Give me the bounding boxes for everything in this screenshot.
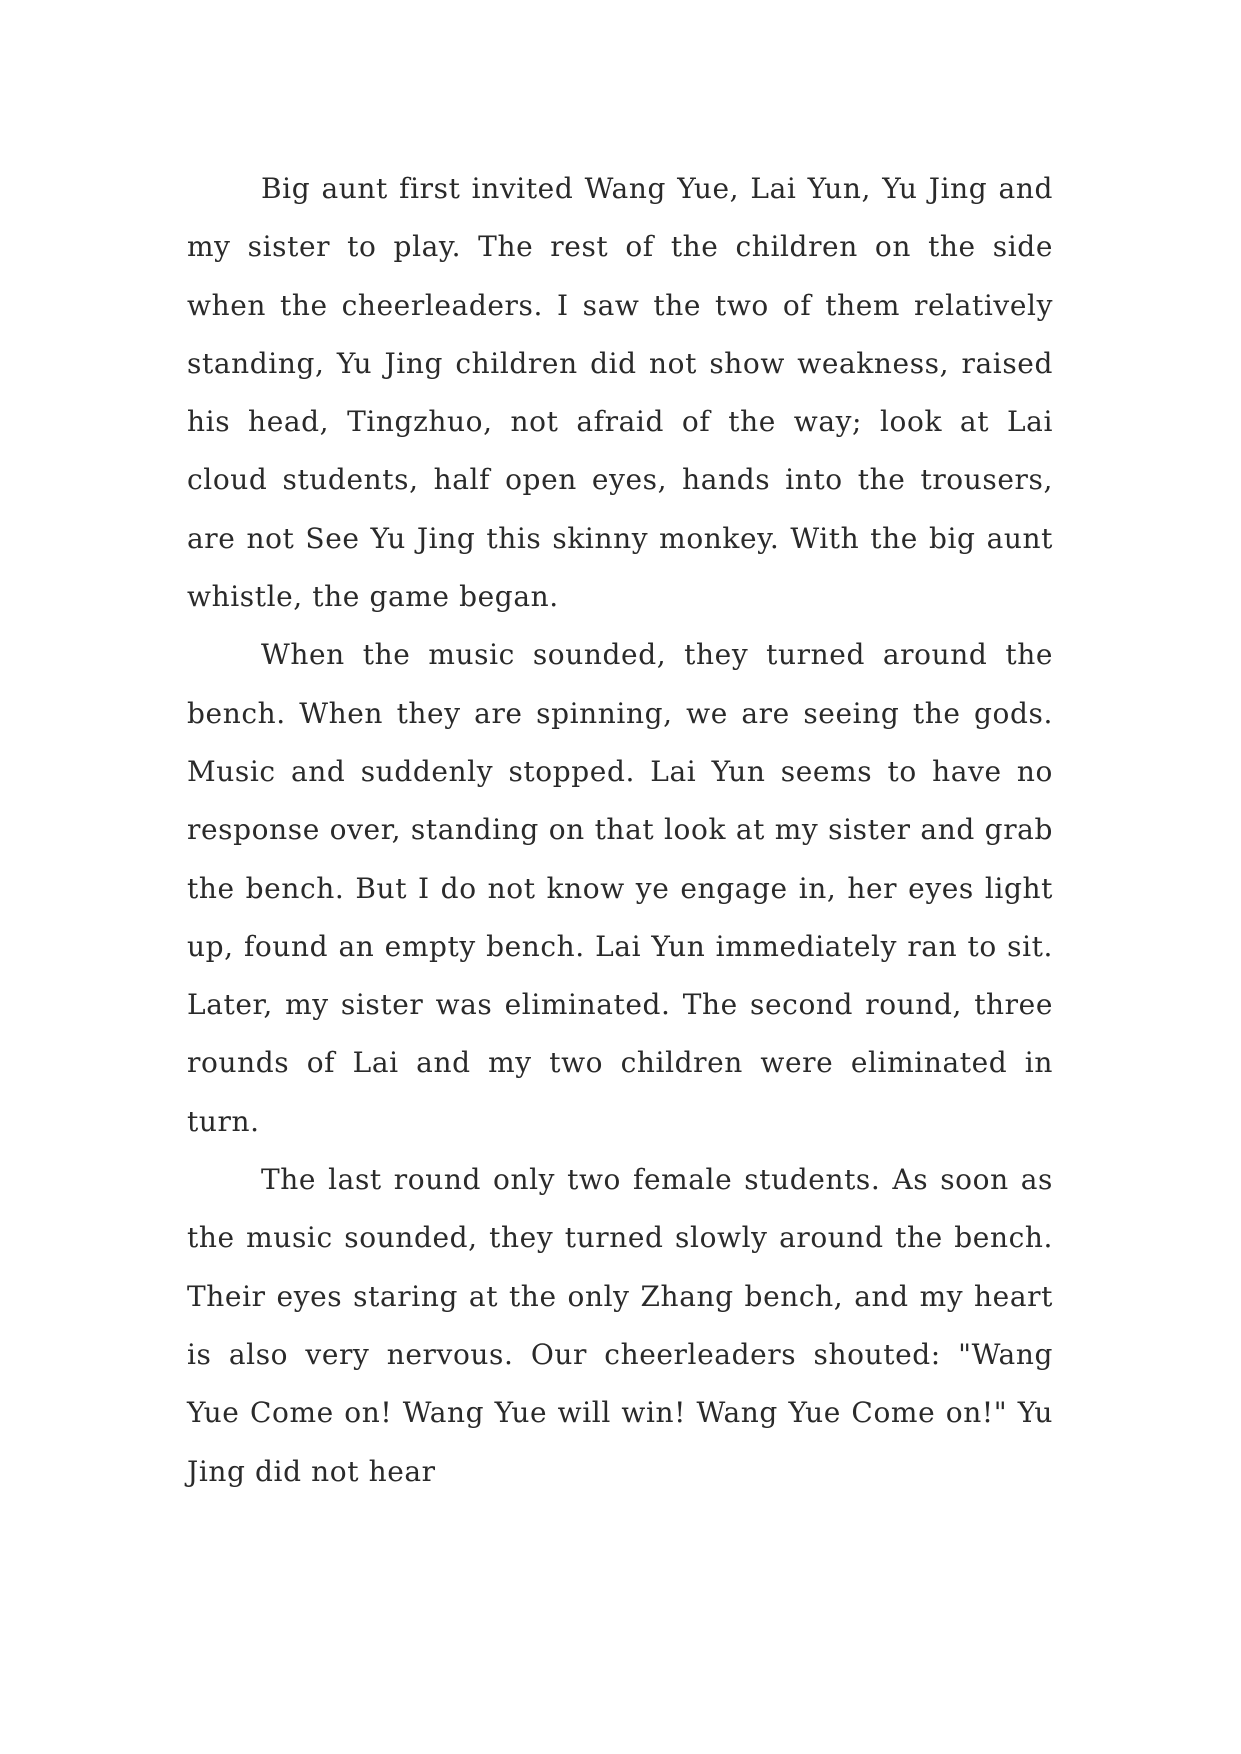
paragraph-1: Big aunt first invited Wang Yue, Lai Yun, Yu Jing and my sister to play. The rest of the children on the side when the cheerleaders. I saw the two of them relatively standing, Yu Jing children did not show weakness, raised his head, Tingzhuo, not afraid of the way; look at Lai cloud students, half open eyes, hands into the trousers, are not See Yu Jing this skinny monkey. With the big aunt whistle, the game began. <box>187 172 1053 614</box>
body-text <box>187 160 1053 1501</box>
paragraph-2: When the music sounded, they turned around the bench. When they are spinning, we are seeing the gods. Music and suddenly stopped. Lai Yun seems to have no response over, standing on that look at my sister and grab the bench. But I do not know ye engage in, her eyes light up, found an empty bench. Lai Yun immediately ran to sit. Later, my sister was eliminated. The second round, three rounds of Lai and my two children were eliminated in turn. <box>187 638 1053 1138</box>
paragraph-3: The last round only two female students. As soon as the music sounded, they turned slowly around the bench. Their eyes staring at the only Zhang bench, and my heart is also very nervous. Our cheerleaders shouted: "Wang Yue Come on! Wang Yue will win! Wang Yue Come on!" Yu Jing did not hear <box>187 1163 1053 1488</box>
